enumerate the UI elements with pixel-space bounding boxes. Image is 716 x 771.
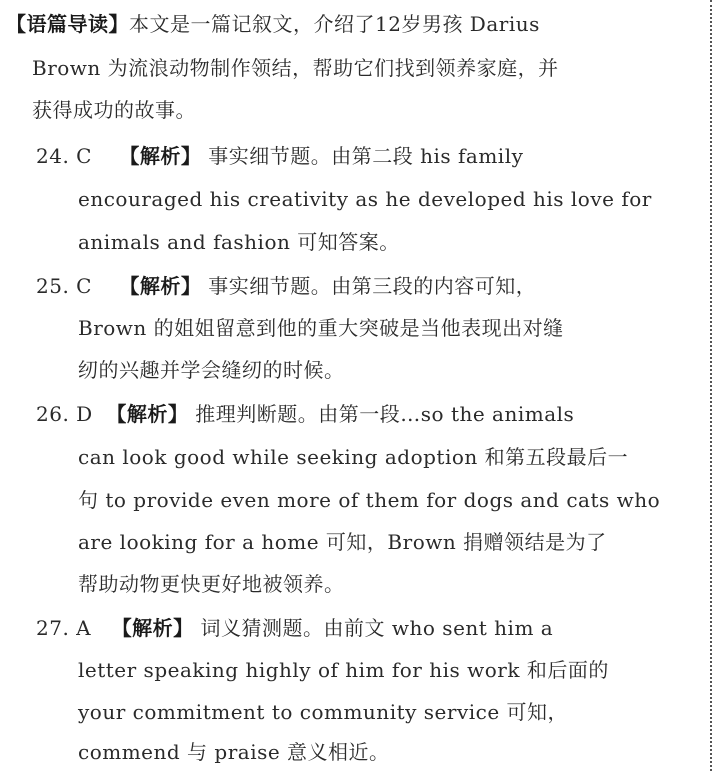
item-25-line-2 [78, 314, 564, 342]
item-27-text-2: letter speaking highly of him for his work 和后面的 [78, 658, 609, 682]
item-27-tag: 【解析】 [111, 616, 194, 640]
item-24-tag: 【解析】 [119, 144, 202, 168]
item-25-line-1 [36, 272, 536, 300]
item-27-line-3 [78, 698, 568, 726]
item-25-number: 25. C [36, 274, 92, 298]
item-26-text-1: 推理判断题。由第一段…so the animals [195, 402, 575, 426]
item-25-line-3 [78, 356, 345, 384]
intro-line-1 [6, 10, 540, 38]
item-27-line-2 [78, 656, 609, 684]
item-26-number: 26. D [36, 402, 93, 426]
item-26-line-5 [78, 570, 345, 598]
item-27-text-3: your commitment to community service 可知， [78, 700, 569, 724]
intro-text-3: 获得成功的故事。 [32, 98, 196, 122]
intro-line-2 [32, 54, 559, 82]
dotted-border [710, 0, 712, 771]
item-27-text-1: 词义猜测题。由前文 who sent him a [200, 616, 554, 640]
item-24-line-1 [36, 142, 523, 170]
item-27-line-1 [36, 614, 553, 642]
item-26-tag: 【解析】 [106, 402, 189, 426]
item-26-text-3: 句 to provide even more of them for dogs and cats who [78, 488, 661, 512]
item-26-line-4 [78, 528, 607, 556]
item-24-text-1: 事实细节题。由第二段 his family [208, 144, 524, 168]
item-25-text-1: 事实细节题。由第三段的内容可知， [208, 274, 537, 298]
item-26-text-5: 帮助动物更快更好地被领养。 [78, 572, 345, 596]
item-24-number: 24. C [36, 144, 92, 168]
item-24-line-3 [78, 228, 400, 256]
item-26-line-1 [36, 400, 574, 428]
item-26-line-3 [78, 486, 660, 514]
item-26-text-4: are looking for a home 可知，Brown 捐赠领结是为了 [78, 530, 607, 554]
item-24-text-2: encouraged his creativity as he developed his love for [78, 187, 652, 211]
item-25-text-2: Brown 的姐姐留意到他的重大突破是当他表现出对缝 [78, 316, 564, 340]
item-26-text-2: can look good while seeking adoption 和第五段最后一 [78, 445, 629, 469]
item-27-text-4: commend 与 praise 意义相近。 [78, 740, 390, 764]
item-25-text-3: 纫的兴趣并学会缝纫的时候。 [78, 358, 345, 382]
item-26-line-2 [78, 443, 628, 471]
intro-text-2: Brown 为流浪动物制作领结，帮助它们找到领养家庭，并 [32, 56, 559, 80]
item-27-number: 27. A [36, 616, 92, 640]
item-27-line-4 [78, 738, 390, 766]
item-24-text-3: animals and fashion 可知答案。 [78, 230, 400, 254]
item-25-tag: 【解析】 [119, 274, 202, 298]
intro-tag: 【语篇导读】 [6, 12, 129, 36]
intro-line-3 [32, 96, 196, 124]
intro-text-1: 本文是一篇记叙文，介绍了12岁男孩 Darius [129, 12, 540, 36]
item-24-line-2 [78, 185, 652, 213]
